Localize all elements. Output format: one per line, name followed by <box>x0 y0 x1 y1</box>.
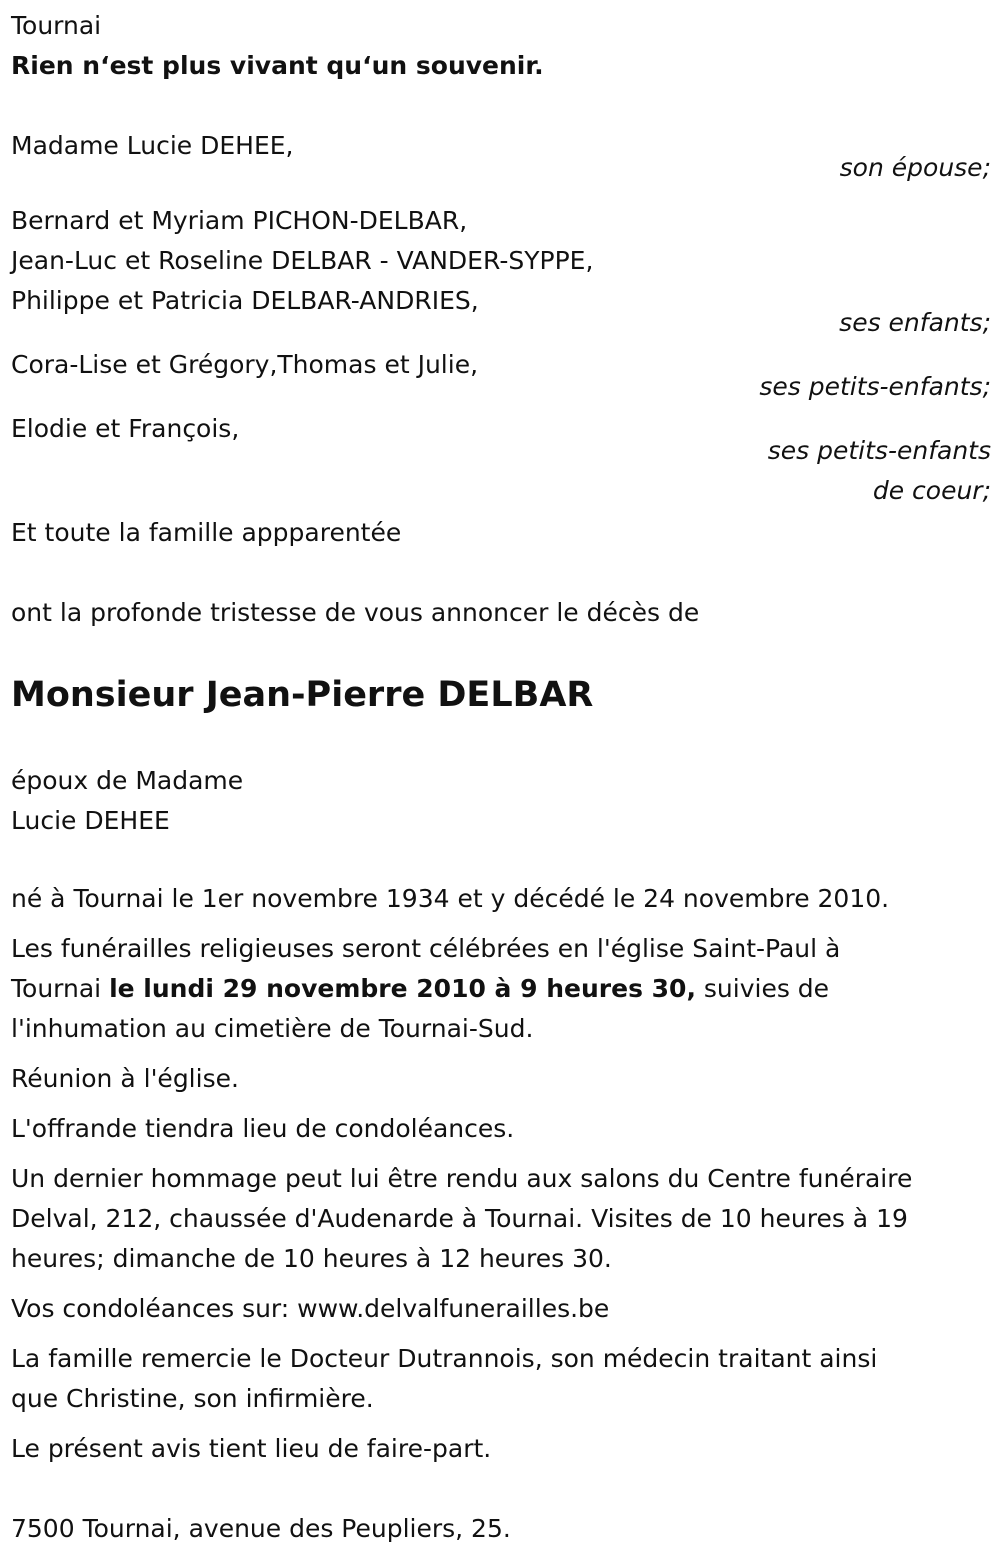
funeral-line-2 <box>11 969 991 1009</box>
children-role: ses enfants; <box>839 308 991 337</box>
tribute-paragraph <box>11 1159 991 1279</box>
funeral-line-2-prefix: Tournai <box>11 974 110 1003</box>
obituary-notice <box>11 6 991 1549</box>
family-address: 7500 Tournai, avenue des Peupliers, 25. <box>11 1514 511 1543</box>
tribute-line-2: Delval, 212, chaussée d'Audenarde à Tournai. Visites de 10 heures à 19 <box>11 1204 908 1233</box>
funeral-line-3: l'inhumation au cimetière de Tournai-Sud. <box>11 1014 534 1043</box>
children-name-3: Philippe et Patricia DELBAR-ANDRIES, <box>11 286 479 315</box>
thanks-line-2: que Christine, son infirmière. <box>11 1384 374 1413</box>
children-name-2: Jean-Luc et Roseline DELBAR - VANDER-SYPPE, <box>11 246 594 275</box>
spouse-name: Madame Lucie DEHEE, <box>11 131 294 160</box>
grandchildren-role: ses petits-enfants; <box>759 372 991 401</box>
funeral-paragraph <box>11 929 991 1049</box>
funeral-line-1: Les funérailles religieuses seront célébrées en l'église Saint-Paul à <box>11 934 841 963</box>
notice-info: Le présent avis tient lieu de faire-part. <box>11 1434 492 1463</box>
heart-grandchildren-role-line2: de coeur; <box>872 476 991 505</box>
announcement-intro: ont la profonde tristesse de vous annoncer le décès de <box>11 598 700 627</box>
city-heading: Tournai <box>11 11 102 40</box>
heart-grandchildren-role-line1: ses petits-enfants <box>767 436 991 465</box>
funeral-line-2-suffix: suivies de <box>695 974 830 1003</box>
deceased-name: Monsieur Jean-Pierre DELBAR <box>11 675 594 715</box>
extended-family: Et toute la famille appparentée <box>11 518 402 547</box>
grandchildren-names: Cora-Lise et Grégory,Thomas et Julie, <box>11 350 479 379</box>
thanks-line-1: La famille remercie le Docteur Dutrannois, son médecin traitant ainsi <box>11 1344 878 1373</box>
spouse-of-line2: Lucie DEHEE <box>11 806 170 835</box>
tribute-line-3: heures; dimanche de 10 heures à 12 heures 30. <box>11 1244 612 1273</box>
heart-grandchildren-names: Elodie et François, <box>11 414 240 443</box>
offering-info: L'offrande tiendra lieu de condoléances. <box>11 1114 515 1143</box>
spouse-of-line1: époux de Madame <box>11 766 244 795</box>
birth-death-dates: né à Tournai le 1er novembre 1934 et y décédé le 24 novembre 2010. <box>11 884 890 913</box>
tribute-line-1: Un dernier hommage peut lui être rendu aux salons du Centre funéraire <box>11 1164 913 1193</box>
spouse-role: son épouse; <box>839 153 991 182</box>
condolences-info: Vos condoléances sur: www.delvalfunerailles.be <box>11 1294 610 1323</box>
funeral-date: le lundi 29 novembre 2010 à 9 heures 30, <box>109 974 696 1003</box>
family-section <box>11 126 991 553</box>
thanks-paragraph <box>11 1339 991 1419</box>
memorial-quote: Rien n‘est plus vivant qu‘un souvenir. <box>11 51 544 80</box>
children-name-1: Bernard et Myriam PICHON-DELBAR, <box>11 206 468 235</box>
meeting-info: Réunion à l'église. <box>11 1064 239 1093</box>
